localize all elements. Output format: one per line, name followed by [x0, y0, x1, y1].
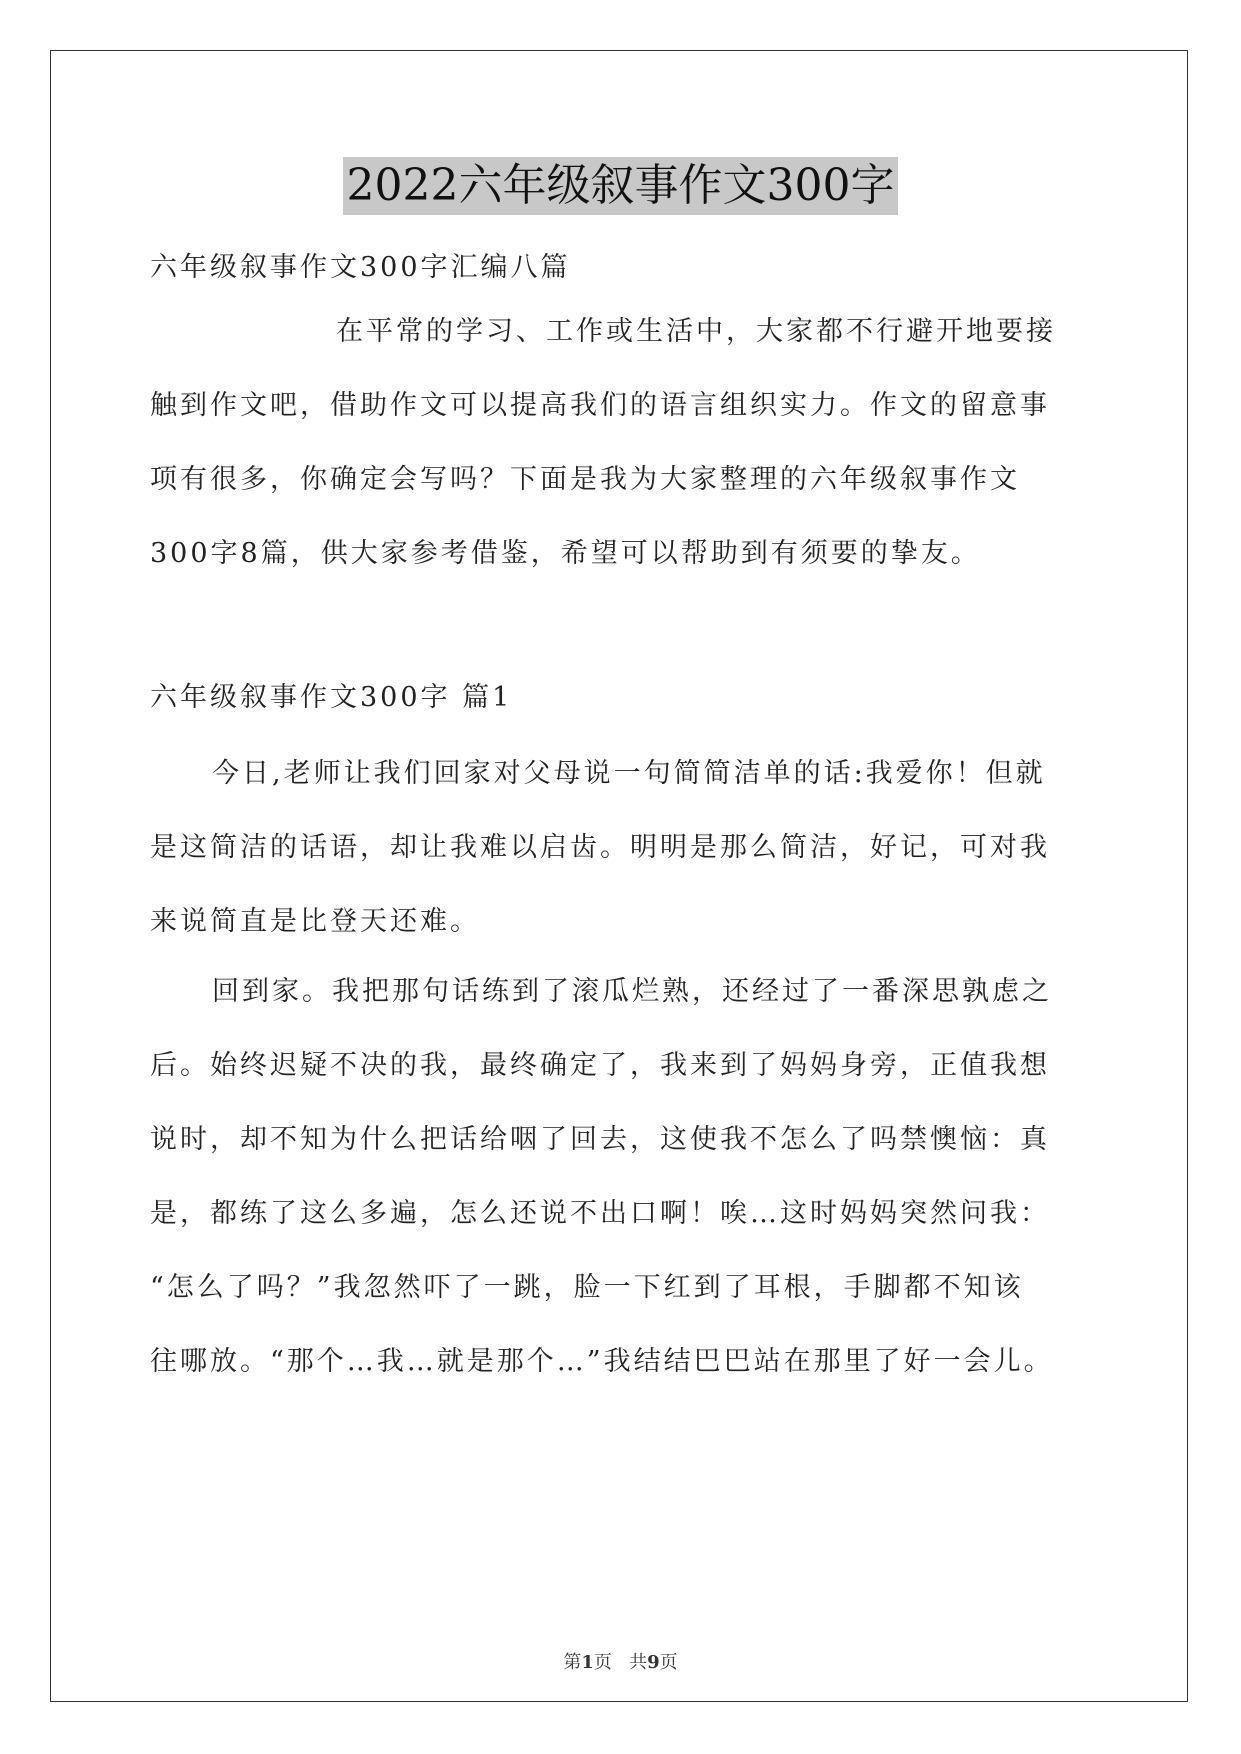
paragraph-line: “怎么了吗？”我忽然吓了一跳，脸一下红到了耳根，手脚都不知该: [150, 1272, 1024, 1303]
title-container: [0, 157, 1241, 215]
intro-line: 项有很多，你确定会写吗？下面是我为大家整理的六年级叙事作文: [150, 464, 1020, 495]
paragraph-line: 往哪放。“那个…我…就是那个…”我结结巴巴站在那里了好一会儿。: [150, 1346, 1054, 1377]
intro-line: 触到作文吧，借助作文可以提高我们的语言组织实力。作文的留意事: [150, 390, 1050, 421]
paragraph-line: 后。始终迟疑不决的我，最终确定了，我来到了妈妈身旁，正值我想: [150, 1050, 1050, 1081]
footer-suffix: 页: [659, 1652, 678, 1673]
subtitle: 六年级叙事作文300字汇编八篇: [150, 252, 571, 283]
paragraph-line: 是这简洁的话语，却让我难以启齿。明明是那么简洁，好记，可对我: [150, 832, 1050, 863]
page-footer: [0, 1648, 1241, 1674]
section-heading: 六年级叙事作文300字 篇1: [150, 682, 513, 713]
footer-middle: 页 共: [593, 1652, 648, 1673]
intro-line: 在平常的学习、工作或生活中，大家都不行避开地要接: [336, 316, 1056, 347]
intro-line: 300字8篇，供大家参考借鉴，希望可以帮助到有须要的挚友。: [150, 538, 981, 569]
paragraph-line: 说时，却不知为什么把话给咽了回去，这使我不怎么了吗禁懊恼：真: [150, 1124, 1050, 1155]
footer-prefix: 第: [563, 1652, 582, 1673]
paragraph-line: 来说简直是比登天还难。: [150, 906, 480, 937]
paragraph-line: 今日,老师让我们回家对父母说一句简简洁单的话:我爱你！但就: [212, 758, 1046, 789]
current-page-number: 1: [581, 1652, 594, 1673]
paragraph-line: 回到家。我把那句话练到了滚瓜烂熟，还经过了一番深思孰虑之: [212, 976, 1052, 1007]
total-pages-number: 9: [647, 1652, 660, 1673]
paragraph-line: 是，都练了这么多遍，怎么还说不出口啊！唉…这时妈妈突然问我：: [150, 1198, 1050, 1229]
document-title: 2022六年级叙事作文300字: [343, 157, 899, 215]
